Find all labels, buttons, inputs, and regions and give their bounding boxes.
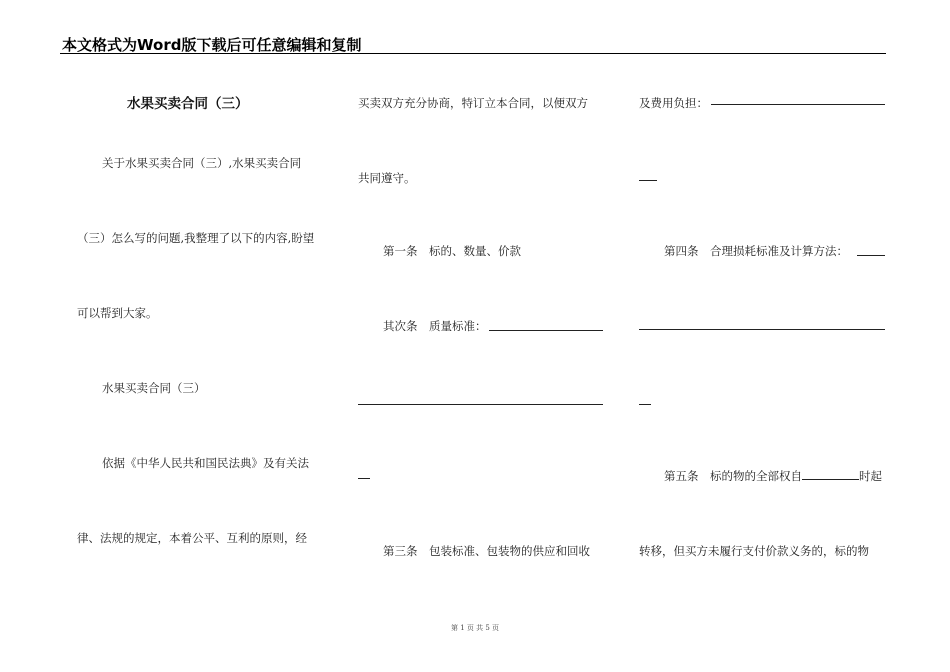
basis-line-1: 依据《中华人民共和国民法典》及有关法 xyxy=(102,456,309,470)
article-5-continued: 转移，但买方未履行支付价款义务的，标的物 xyxy=(639,544,869,558)
article-2 xyxy=(383,318,487,334)
basis-line-2: 律、法规的规定，本着公平、互利的原则，经 xyxy=(77,531,307,545)
intro-line-1: 关于水果买卖合同（三）,水果买卖合同 xyxy=(102,156,302,170)
article-2-label: 其次条 质量标准： xyxy=(383,319,487,333)
col2-line-2: 共同遵守。 xyxy=(358,171,416,185)
article-5-tail: 时起 xyxy=(859,469,882,483)
article-4-blank xyxy=(857,255,885,256)
cost-blank xyxy=(711,104,885,105)
article-2-blank-line xyxy=(358,404,603,405)
col2-line-1: 买卖双方充分协商，特订立本合同，以便双方 xyxy=(358,96,588,110)
article-5-blank xyxy=(802,468,859,480)
article-4: 第四条 合理损耗标准及计算方法： xyxy=(664,244,848,258)
article-5-start xyxy=(664,468,882,484)
article-5-label: 第五条 标的物的全部权自 xyxy=(664,469,802,483)
col3-line-1: 及费用负担： xyxy=(639,96,708,110)
cost-blank-tail xyxy=(639,180,657,181)
article-4-blank-tail xyxy=(639,404,651,405)
document-title: 水果买卖合同（三） xyxy=(127,96,249,112)
article-1: 第一条 标的、数量、价款 xyxy=(383,244,521,258)
page-footer: 第 1 页 共 5 页 xyxy=(450,624,500,632)
document-header: 本文格式为Word版下载后可任意编辑和复制 xyxy=(62,36,362,54)
article-4-blank-line xyxy=(639,329,885,330)
header-divider xyxy=(60,53,886,54)
article-2-blank-tail xyxy=(358,478,370,479)
contract-heading: 水果买卖合同（三） xyxy=(102,381,206,395)
intro-line-3: 可以帮到大家。 xyxy=(77,306,158,320)
article-2-blank xyxy=(489,330,603,331)
intro-line-2: （三）怎么写的问题,我整理了以下的内容,盼望 xyxy=(77,231,315,245)
article-3: 第三条 包装标准、包装物的供应和回收 xyxy=(383,544,590,558)
